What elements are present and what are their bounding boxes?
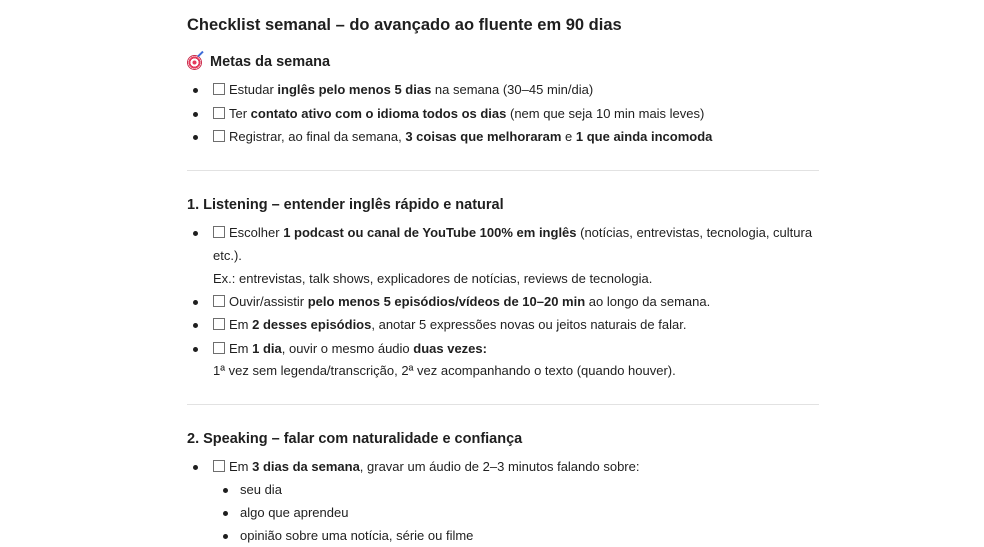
- bullet: [193, 323, 198, 328]
- bullet: [193, 231, 198, 236]
- checkbox[interactable]: [213, 460, 225, 472]
- checkbox[interactable]: [213, 107, 225, 119]
- sub-item-text: opinião sobre uma notícia, série ou filme: [240, 528, 474, 543]
- item-continuation: etc.).: [213, 248, 242, 263]
- item-text: Ter: [229, 106, 251, 121]
- checkbox[interactable]: [213, 318, 225, 330]
- bullet: [193, 112, 198, 117]
- item-text: e: [561, 129, 576, 144]
- item-text: ao longo da semana.: [585, 294, 711, 309]
- item-text: , ouvir o mesmo áudio: [281, 341, 414, 356]
- sub-item-text: seu dia: [240, 482, 282, 497]
- bullet: [193, 88, 198, 93]
- checkbox[interactable]: [213, 342, 225, 354]
- item-bold: duas vezes:: [413, 341, 487, 356]
- checkbox[interactable]: [213, 83, 225, 95]
- item-text: (nem que seja 10 min mais leves): [506, 106, 705, 121]
- item-text: Em: [229, 341, 253, 356]
- item-text: , gravar um áudio de 2–3 minutos falando sobre:: [359, 459, 640, 474]
- bullet: [193, 347, 198, 352]
- sub-item-text: algo que aprendeu: [240, 505, 349, 520]
- bullet: [223, 488, 228, 493]
- item-text: Registrar, ao final da semana,: [229, 129, 406, 144]
- divider: [187, 404, 819, 405]
- goals-heading-text: Metas da semana: [210, 54, 331, 70]
- goals-heading: [187, 54, 330, 70]
- item-text: Escolher: [229, 225, 284, 240]
- item-text: Em: [229, 317, 253, 332]
- checkbox[interactable]: [213, 295, 225, 307]
- listening-heading: 1. Listening – entender inglês rápido e natural: [187, 197, 504, 213]
- checkbox[interactable]: [213, 130, 225, 142]
- page-title: Checklist semanal – do avançado ao fluente em 90 dias: [187, 16, 622, 34]
- item-text: , anotar 5 expressões novas ou jeitos naturais de falar.: [371, 317, 687, 332]
- item-text: Em: [229, 459, 253, 474]
- divider: [187, 170, 819, 171]
- item-bold: 1 que ainda incomoda: [575, 129, 713, 144]
- item-bold: contato ativo com o idioma todos os dias: [250, 106, 507, 121]
- item-bold: 3 dias da semana: [252, 459, 360, 474]
- bullet: [223, 534, 228, 539]
- item-text: (notícias, entrevistas, tecnologia, cultura: [576, 225, 813, 240]
- checkbox[interactable]: [213, 226, 225, 238]
- bullet: [193, 300, 198, 305]
- item-example: Ex.: entrevistas, talk shows, explicadores de notícias, reviews de tecnologia.: [213, 271, 653, 286]
- item-text: Estudar: [229, 82, 278, 97]
- bullet: [193, 465, 198, 470]
- item-bold: 1 podcast ou canal de YouTube 100% em inglês: [283, 225, 577, 240]
- target-icon: [187, 55, 202, 70]
- item-bold: inglês pelo menos 5 dias: [277, 82, 432, 97]
- item-continuation: 1ª vez sem legenda/transcrição, 2ª vez acompanhando o texto (quando houver).: [213, 363, 676, 378]
- bullet: [193, 135, 198, 140]
- bullet: [223, 511, 228, 516]
- item-bold: 2 desses episódios: [252, 317, 372, 332]
- item-text: Ouvir/assistir: [229, 294, 308, 309]
- item-text: na semana (30–45 min/dia): [431, 82, 594, 97]
- item-bold: pelo menos 5 episódios/vídeos de 10–20 min: [307, 294, 586, 309]
- item-bold: 1 dia: [252, 341, 282, 356]
- speaking-heading: 2. Speaking – falar com naturalidade e confiança: [187, 431, 523, 447]
- item-bold: 3 coisas que melhoraram: [405, 129, 562, 144]
